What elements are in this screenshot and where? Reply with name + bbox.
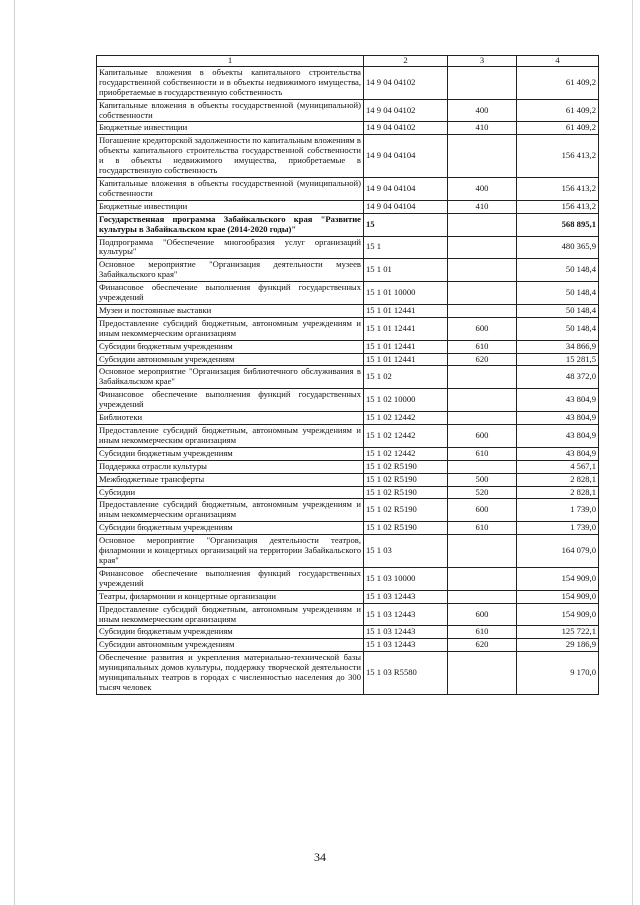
table-row xyxy=(97,236,599,259)
row-expense-type: 400 xyxy=(448,177,517,200)
row-expense-type xyxy=(448,389,517,412)
row-code: 15 1 01 xyxy=(364,259,448,282)
row-name: Финансовое обеспечение выполнения функций государственных учреждений xyxy=(97,282,364,305)
table-row xyxy=(97,122,599,135)
row-name: Предоставление субсидий бюджетным, автономным учреждениям и иным некоммерческим организациям xyxy=(97,499,364,522)
row-amount: 29 186,9 xyxy=(517,639,599,652)
row-code: 15 1 02 R5190 xyxy=(364,486,448,499)
row-code: 14 9 04 04104 xyxy=(364,135,448,178)
row-expense-type: 610 xyxy=(448,626,517,639)
row-expense-type xyxy=(448,590,517,603)
row-expense-type xyxy=(448,304,517,317)
row-amount: 480 365,9 xyxy=(517,236,599,259)
row-amount: 568 895,1 xyxy=(517,213,599,236)
row-expense-type xyxy=(448,236,517,259)
row-amount: 1 739,0 xyxy=(517,522,599,535)
row-expense-type xyxy=(448,412,517,425)
row-name: Государственная программа Забайкальского края "Развитие культуры в Забайкальском крае (2014-2020 годы)" xyxy=(97,213,364,236)
row-name: Субсидии автономным учреждениям xyxy=(97,639,364,652)
row-amount: 4 567,1 xyxy=(517,460,599,473)
header-col-4: 4 xyxy=(517,56,599,67)
table-row xyxy=(97,177,599,200)
row-code: 15 1 03 12443 xyxy=(364,626,448,639)
table-row xyxy=(97,200,599,213)
table-row xyxy=(97,412,599,425)
row-name: Финансовое обеспечение выполнения функций государственных учреждений xyxy=(97,389,364,412)
table-row xyxy=(97,340,599,353)
row-name: Субсидии бюджетным учреждениям xyxy=(97,522,364,535)
row-code: 15 1 02 12442 xyxy=(364,447,448,460)
row-expense-type xyxy=(448,366,517,389)
row-amount: 156 413,2 xyxy=(517,200,599,213)
row-code: 15 1 01 12441 xyxy=(364,317,448,340)
row-expense-type: 620 xyxy=(448,639,517,652)
row-code: 15 1 03 xyxy=(364,535,448,568)
row-name: Субсидии бюджетным учреждениям xyxy=(97,340,364,353)
table-row xyxy=(97,499,599,522)
table-row xyxy=(97,317,599,340)
row-expense-type: 600 xyxy=(448,425,517,448)
row-amount: 50 148,4 xyxy=(517,317,599,340)
row-expense-type xyxy=(448,135,517,178)
row-amount: 34 866,9 xyxy=(517,340,599,353)
table-body xyxy=(97,66,599,694)
row-code: 15 1 02 12442 xyxy=(364,412,448,425)
table-row xyxy=(97,304,599,317)
row-amount: 1 739,0 xyxy=(517,499,599,522)
scan-edge-right xyxy=(632,0,633,905)
table-row xyxy=(97,626,599,639)
row-expense-type: 520 xyxy=(448,486,517,499)
table-row xyxy=(97,473,599,486)
row-code: 15 1 02 R5190 xyxy=(364,460,448,473)
row-amount: 2 828,1 xyxy=(517,473,599,486)
row-code: 15 xyxy=(364,213,448,236)
row-name: Субсидии автономным учреждениям xyxy=(97,353,364,366)
row-amount: 125 722,1 xyxy=(517,626,599,639)
row-code: 14 9 04 04102 xyxy=(364,122,448,135)
row-expense-type xyxy=(448,460,517,473)
row-amount: 156 413,2 xyxy=(517,177,599,200)
row-code: 15 1 02 12442 xyxy=(364,425,448,448)
row-name: Обеспечение развития и укрепления материально-технической базы муниципальных домов культуры, поддержку творческой деятельности муниципальных театров в городах с численностью населения до 300 тысяч человек xyxy=(97,652,364,695)
row-code: 15 1 03 R5580 xyxy=(364,652,448,695)
row-amount: 61 409,2 xyxy=(517,99,599,122)
row-expense-type: 600 xyxy=(448,603,517,626)
budget-table xyxy=(96,55,599,695)
table-row xyxy=(97,366,599,389)
table-row xyxy=(97,353,599,366)
row-amount: 43 804,9 xyxy=(517,389,599,412)
row-expense-type: 610 xyxy=(448,522,517,535)
row-expense-type: 410 xyxy=(448,200,517,213)
row-name: Бюджетные инвестиции xyxy=(97,122,364,135)
row-expense-type: 610 xyxy=(448,340,517,353)
row-expense-type xyxy=(448,259,517,282)
row-name: Капитальные вложения в объекты капитального строительства государственной собственности и в объекты недвижимого имущества, приобретаемые в государственную собственность xyxy=(97,66,364,99)
row-expense-type: 400 xyxy=(448,99,517,122)
row-amount: 154 909,0 xyxy=(517,567,599,590)
row-name: Поддержка отрасли культуры xyxy=(97,460,364,473)
table-row xyxy=(97,99,599,122)
table-row xyxy=(97,425,599,448)
row-expense-type: 610 xyxy=(448,447,517,460)
row-expense-type: 410 xyxy=(448,122,517,135)
row-name: Музеи и постоянные выставки xyxy=(97,304,364,317)
row-expense-type xyxy=(448,66,517,99)
row-code: 15 1 01 12441 xyxy=(364,304,448,317)
table-row xyxy=(97,66,599,99)
row-name: Межбюджетные трансферты xyxy=(97,473,364,486)
row-name: Погашение кредиторской задолженности по капитальным вложениям в объекты капитального строительства государственной собственности и в объекты недвижимого имущества, приобретаемые в государственную собственность xyxy=(97,135,364,178)
row-code: 14 9 04 04102 xyxy=(364,66,448,99)
row-code: 15 1 02 R5190 xyxy=(364,473,448,486)
row-amount: 43 804,9 xyxy=(517,412,599,425)
table-row xyxy=(97,639,599,652)
row-name: Капитальные вложения в объекты государственной (муниципальной) собственности xyxy=(97,99,364,122)
row-code: 15 1 03 10000 xyxy=(364,567,448,590)
row-code: 14 9 04 04102 xyxy=(364,99,448,122)
row-name: Основное мероприятие "Организация деятельности театров, филармонии и концертных организаций на территории Забайкальского края" xyxy=(97,535,364,568)
row-name: Субсидии бюджетным учреждениям xyxy=(97,626,364,639)
page-number: 34 xyxy=(314,850,326,864)
row-name: Театры, филармонии и концертные организации xyxy=(97,590,364,603)
row-amount: 15 281,5 xyxy=(517,353,599,366)
row-expense-type xyxy=(448,567,517,590)
row-amount: 156 413,2 xyxy=(517,135,599,178)
row-name: Основное мероприятие "Организация библиотечного обслуживания в Забайкальском крае" xyxy=(97,366,364,389)
table-row xyxy=(97,259,599,282)
row-amount: 50 148,4 xyxy=(517,304,599,317)
row-expense-type xyxy=(448,535,517,568)
table-row xyxy=(97,460,599,473)
row-amount: 50 148,4 xyxy=(517,259,599,282)
row-code: 15 1 01 12441 xyxy=(364,353,448,366)
table-row xyxy=(97,282,599,305)
row-expense-type: 620 xyxy=(448,353,517,366)
table-row xyxy=(97,522,599,535)
row-expense-type xyxy=(448,652,517,695)
row-amount: 2 828,1 xyxy=(517,486,599,499)
row-name: Капитальные вложения в объекты государственной (муниципальной) собственности xyxy=(97,177,364,200)
row-code: 15 1 02 10000 xyxy=(364,389,448,412)
row-name: Предоставление субсидий бюджетным, автономным учреждениям и иным некоммерческим организациям xyxy=(97,603,364,626)
table-row xyxy=(97,535,599,568)
row-name: Библиотеки xyxy=(97,412,364,425)
row-code: 15 1 xyxy=(364,236,448,259)
row-expense-type xyxy=(448,213,517,236)
row-expense-type: 600 xyxy=(448,317,517,340)
row-code: 15 1 03 12443 xyxy=(364,639,448,652)
row-amount: 61 409,2 xyxy=(517,66,599,99)
table-row xyxy=(97,590,599,603)
table-row xyxy=(97,135,599,178)
row-name: Основное мероприятие "Организация деятельности музеев Забайкальского края" xyxy=(97,259,364,282)
table-row xyxy=(97,447,599,460)
table-row xyxy=(97,486,599,499)
row-code: 15 1 01 10000 xyxy=(364,282,448,305)
row-amount: 9 170,0 xyxy=(517,652,599,695)
header-col-3: 3 xyxy=(448,56,517,67)
table-row xyxy=(97,567,599,590)
row-name: Бюджетные инвестиции xyxy=(97,200,364,213)
row-code: 15 1 02 R5190 xyxy=(364,522,448,535)
row-amount: 43 804,9 xyxy=(517,447,599,460)
table-row xyxy=(97,652,599,695)
row-code: 14 9 04 04104 xyxy=(364,200,448,213)
row-expense-type: 500 xyxy=(448,473,517,486)
scan-edge-left xyxy=(14,0,15,905)
row-amount: 61 409,2 xyxy=(517,122,599,135)
row-amount: 154 909,0 xyxy=(517,590,599,603)
row-name: Финансовое обеспечение выполнения функций государственных учреждений xyxy=(97,567,364,590)
row-name: Предоставление субсидий бюджетным, автономным учреждениям и иным некоммерческим организациям xyxy=(97,317,364,340)
row-code: 15 1 03 12443 xyxy=(364,603,448,626)
row-amount: 48 372,0 xyxy=(517,366,599,389)
row-amount: 43 804,9 xyxy=(517,425,599,448)
header-row xyxy=(97,56,599,67)
row-name: Предоставление субсидий бюджетным, автономным учреждениям и иным некоммерческим организациям xyxy=(97,425,364,448)
row-amount: 164 079,0 xyxy=(517,535,599,568)
row-expense-type: 600 xyxy=(448,499,517,522)
row-name: Подпрограмма "Обеспечение многообразия услуг организаций культуры" xyxy=(97,236,364,259)
table-row xyxy=(97,603,599,626)
row-amount: 154 909,0 xyxy=(517,603,599,626)
table-row xyxy=(97,213,599,236)
row-code: 15 1 01 12441 xyxy=(364,340,448,353)
row-name: Субсидии xyxy=(97,486,364,499)
header-col-1: 1 xyxy=(97,56,364,67)
row-code: 15 1 03 12443 xyxy=(364,590,448,603)
row-code: 14 9 04 04104 xyxy=(364,177,448,200)
row-amount: 50 148,4 xyxy=(517,282,599,305)
row-code: 15 1 02 R5190 xyxy=(364,499,448,522)
row-expense-type xyxy=(448,282,517,305)
row-name: Субсидии бюджетным учреждениям xyxy=(97,447,364,460)
table-row xyxy=(97,389,599,412)
header-col-2: 2 xyxy=(364,56,448,67)
row-code: 15 1 02 xyxy=(364,366,448,389)
